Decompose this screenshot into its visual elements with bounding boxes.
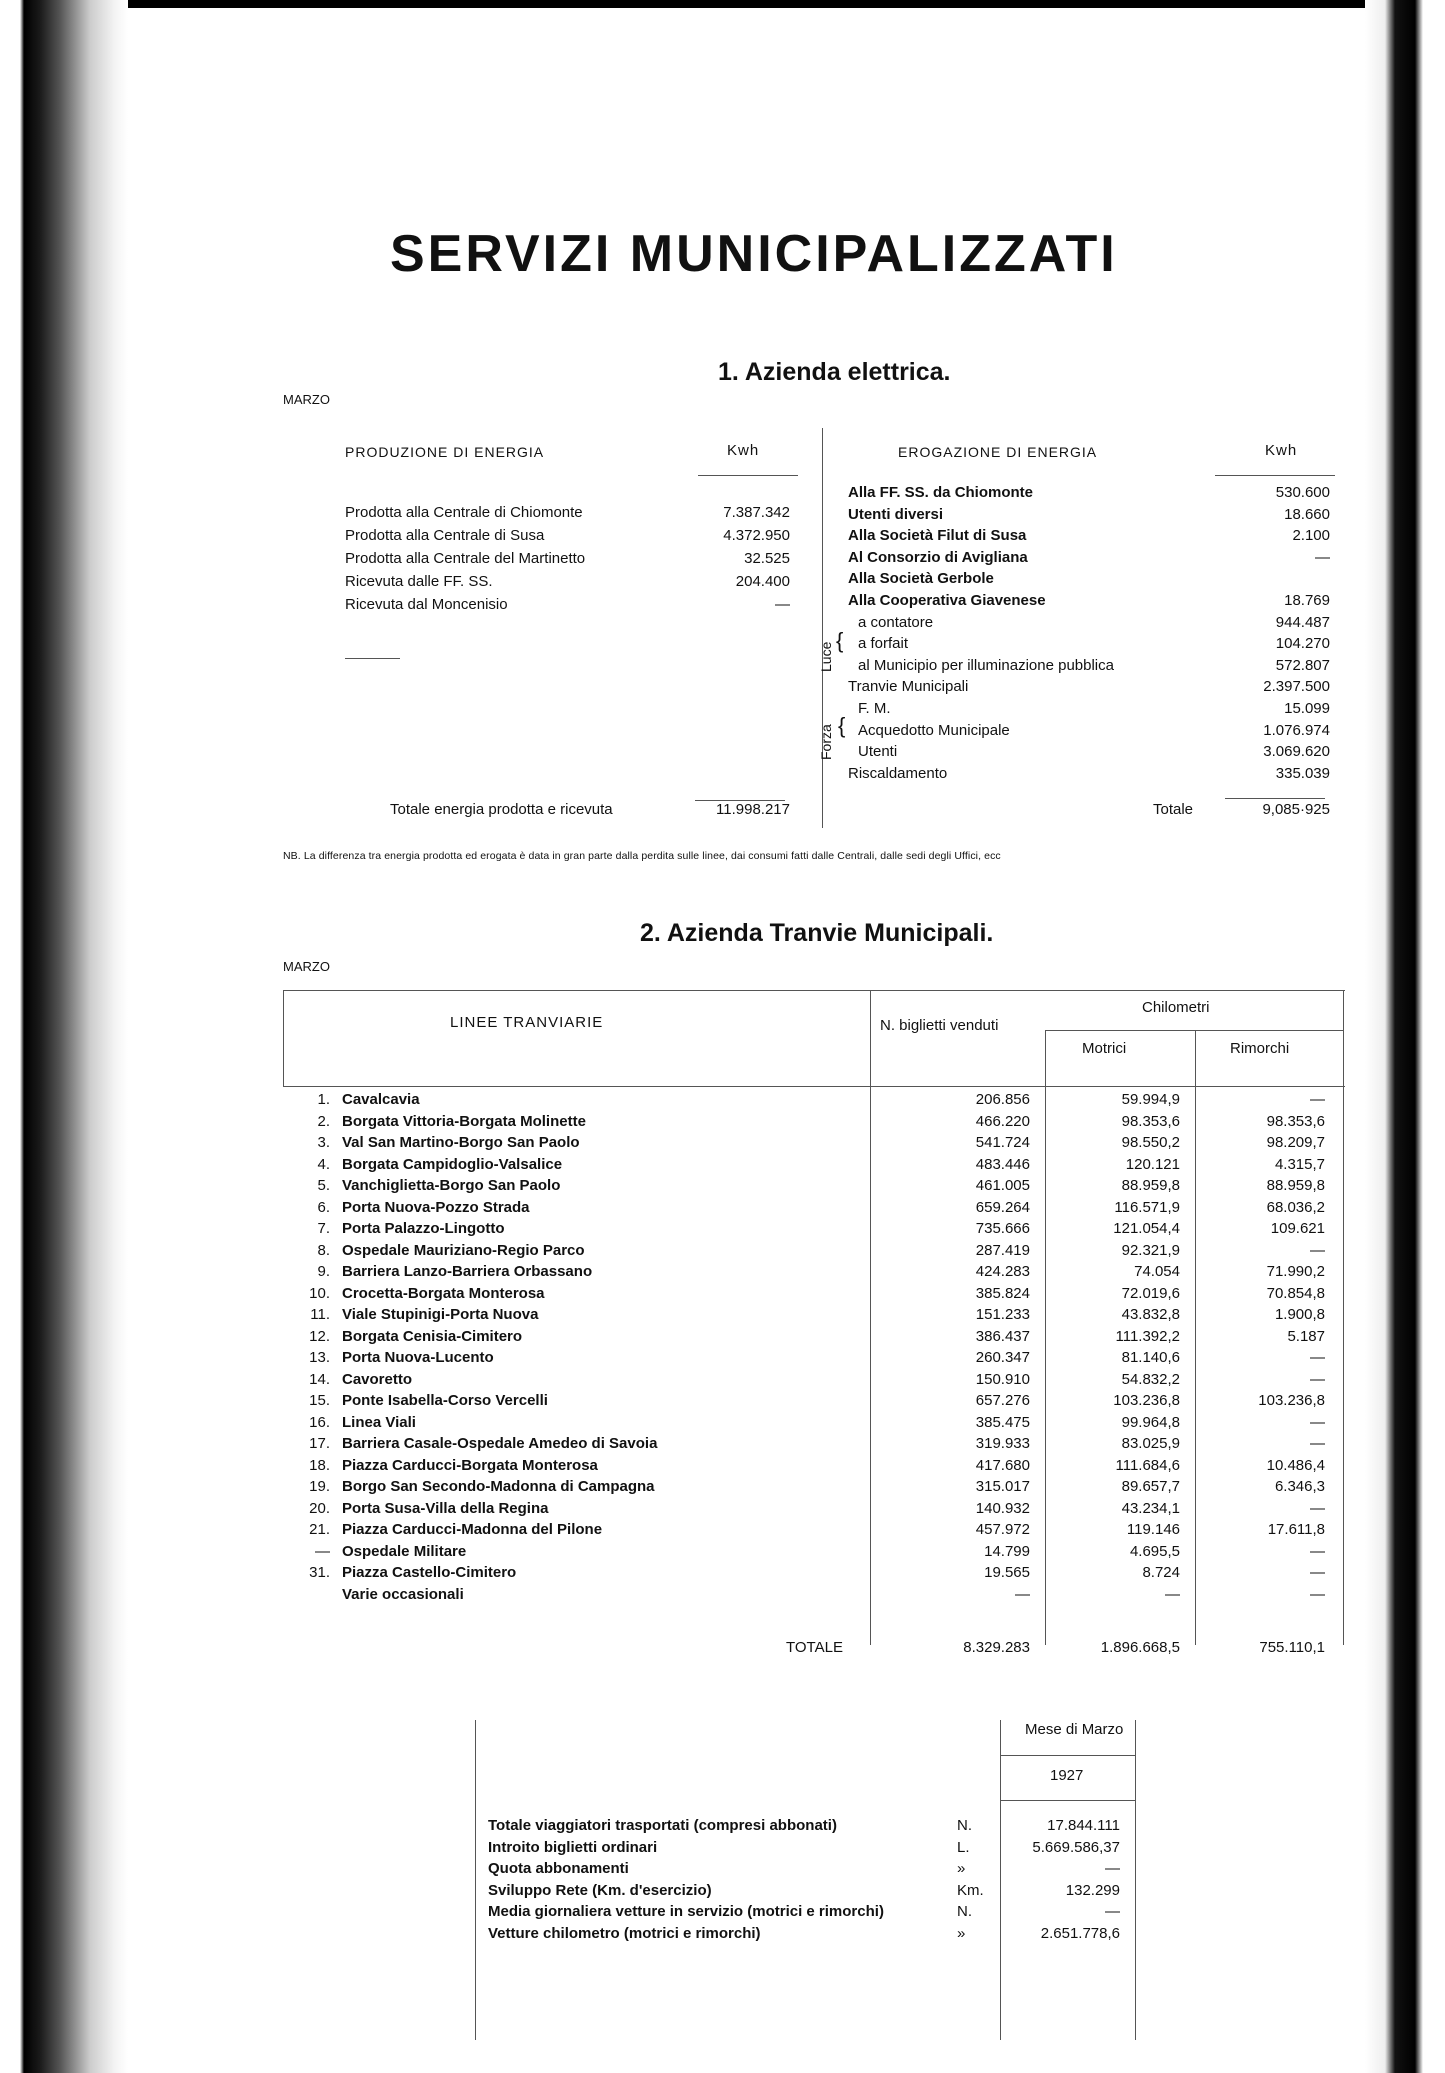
tram-row-tickets: 260.347: [975, 1349, 1030, 1366]
tram-row-motrici: 74.054: [1134, 1263, 1180, 1280]
tram-row-rimorchi: 17.611,8: [1267, 1521, 1325, 1538]
tram-row-motrici: 98.353,6: [1121, 1112, 1180, 1130]
tram-row-name: Piazza Carducci-Madonna del Pilone: [342, 1521, 603, 1538]
tram-row-name: Porta Susa-Villa della Regina: [342, 1499, 549, 1517]
table-rule: [283, 990, 284, 1086]
production-row-value: 32.525: [744, 550, 790, 567]
tram-row-name: Porta Nuova-Lucento: [342, 1349, 494, 1366]
summary-row-label: Introito biglietti ordinari: [488, 1838, 658, 1856]
scan-left-border: [0, 0, 128, 2073]
footnote: NB. La differenza tra energia prodotta ed erogata è data in gran parte dalla perdita sulle linee, dai consumi fatti dalle Centrali, dalle sedi degli Uffici, ecc: [283, 850, 1001, 862]
forza-row-label: Utenti: [858, 743, 898, 761]
distribution-row-value: 18.660: [1284, 505, 1330, 523]
distribution-row-label: Alla Società Filut di Susa: [848, 527, 1027, 545]
tram-row-motrici: 111.392,2: [1115, 1327, 1180, 1345]
month-label: MARZO: [283, 392, 330, 407]
section1-divider: [822, 428, 823, 828]
summary-row-value: 132.299: [1065, 1881, 1120, 1899]
tram-row-name: Val San Martino-Borgo San Paolo: [342, 1134, 580, 1151]
tram-row-number: 31.: [309, 1564, 330, 1581]
tram-row-number: 10.: [309, 1284, 330, 1302]
table-rule: [870, 990, 871, 1645]
tram-row-name: Viale Stupinigi-Porta Nuova: [342, 1306, 539, 1323]
tram-row-rimorchi: —: [1310, 1413, 1325, 1431]
tram-row-motrici: 43.234,1: [1121, 1499, 1180, 1517]
forza-group-label: Forza: [818, 724, 834, 760]
production-header: PRODUZIONE DI ENERGIA: [345, 444, 545, 460]
page-title: SERVIZI MUNICIPALIZZATI: [390, 225, 1118, 283]
tram-row-number: 4.: [317, 1155, 330, 1173]
table-rule: [1000, 1720, 1001, 2040]
tram-row-rimorchi: —: [1310, 1499, 1325, 1517]
tram-row-rimorchi: 103.236,8: [1258, 1392, 1325, 1409]
distribution-row-value: 18.769: [1284, 592, 1330, 609]
luce-row-label: al Municipio per illuminazione pubblica: [858, 656, 1114, 674]
table-rule: [1045, 1030, 1046, 1645]
tram-row-rimorchi: —: [1310, 1241, 1325, 1259]
distribution-unit: Kwh: [1265, 442, 1298, 459]
tram-row-motrici: 116.571,9: [1114, 1198, 1180, 1216]
tram-row-number: 12.: [309, 1327, 330, 1345]
tram-row-rimorchi: 5.187: [1287, 1327, 1325, 1345]
section-title: 1. Azienda elettrica.: [718, 358, 951, 386]
col-header-km: Chilometri: [1142, 999, 1210, 1016]
table-rule: [1045, 1030, 1343, 1031]
tram-row-motrici: 59.994,9: [1121, 1091, 1180, 1108]
tram-row-name: Varie occasionali: [342, 1585, 464, 1603]
summary-row-unit: »: [957, 1860, 966, 1877]
tram-row-number: 16.: [309, 1413, 330, 1431]
tram-row-rimorchi: 71.990,2: [1266, 1263, 1325, 1280]
tram-row-motrici: 103.236,8: [1113, 1392, 1180, 1409]
table-rule: [475, 1720, 476, 2040]
summary-row-unit: Km.: [957, 1881, 984, 1899]
summary-row-label: Sviluppo Rete (Km. d'esercizio): [488, 1881, 712, 1899]
rule: [345, 658, 400, 659]
summary-row-value: 5.669.586,37: [1032, 1838, 1120, 1856]
tram-row-motrici: 43.832,8: [1121, 1306, 1180, 1323]
distribution-row-label: Alla FF. SS. da Chiomonte: [848, 484, 1034, 501]
tram-row-motrici: 99.964,8: [1121, 1413, 1180, 1431]
tram-row-tickets: 483.446: [975, 1155, 1030, 1173]
tram-row-name: Barriera Lanzo-Barriera Orbassano: [342, 1263, 593, 1280]
summary-row-label: Totale viaggiatori trasportati (compresi abbonati): [488, 1817, 837, 1834]
scan-top-border: [0, 0, 1445, 8]
tram-row-rimorchi: 6.346,3: [1274, 1478, 1325, 1495]
distribution-row-label: Riscaldamento: [848, 764, 948, 782]
tram-row-name: Crocetta-Borgata Monterosa: [342, 1284, 545, 1302]
tram-row-tickets: 386.437: [975, 1327, 1030, 1345]
tram-row-name: Piazza Carducci-Borgata Monterosa: [342, 1456, 598, 1474]
tram-row-number: 11.: [310, 1306, 330, 1323]
scan-right-border: [1365, 0, 1445, 2073]
tram-row-number: 17.: [309, 1435, 330, 1452]
rule: [1225, 798, 1325, 799]
tram-row-number: 19.: [309, 1478, 330, 1495]
tram-row-number: 18.: [309, 1456, 330, 1474]
tram-row-motrici: 111.684,6: [1115, 1456, 1180, 1474]
summary-row-value: —: [1105, 1860, 1120, 1877]
tram-row-number: 2.: [317, 1112, 330, 1130]
tram-row-tickets: 140.932: [975, 1499, 1030, 1517]
tram-total-motrici: 1.896.668,5: [1100, 1639, 1180, 1656]
distribution-row-label: Utenti diversi: [848, 505, 944, 523]
tram-row-motrici: —: [1165, 1585, 1180, 1603]
tram-row-rimorchi: 98.353,6: [1266, 1112, 1325, 1130]
tram-row-number: 7.: [317, 1220, 330, 1237]
table-rule: [1000, 1800, 1135, 1801]
tram-row-rimorchi: —: [1310, 1435, 1325, 1452]
distribution-row-value: 530.600: [1275, 484, 1330, 501]
luce-row-label: a forfait: [858, 635, 909, 653]
tram-row-tickets: 150.910: [975, 1370, 1030, 1388]
tram-row-name: Borgata Vittoria-Borgata Molinette: [342, 1112, 586, 1130]
tram-row-motrici: 8.724: [1142, 1564, 1180, 1581]
tram-row-number: 15.: [309, 1392, 330, 1409]
tram-row-motrici: 72.019,6: [1121, 1284, 1180, 1302]
tram-row-rimorchi: 4.315,7: [1274, 1155, 1325, 1173]
tram-row-rimorchi: 109.621: [1270, 1220, 1325, 1237]
distribution-row-label: Alla Cooperativa Giavenese: [848, 592, 1046, 609]
tram-row-rimorchi: —: [1310, 1349, 1325, 1366]
tram-row-number: 13.: [309, 1349, 330, 1366]
tram-row-rimorchi: 1.900,8: [1274, 1306, 1325, 1323]
luce-row-value: 572.807: [1275, 656, 1330, 674]
tram-row-rimorchi: —: [1310, 1091, 1325, 1108]
table-header-rule: [283, 1086, 1345, 1087]
month-label: MARZO: [283, 959, 330, 974]
summary-row-value: 2.651.778,6: [1040, 1924, 1120, 1942]
tram-row-rimorchi: —: [1310, 1585, 1325, 1603]
distribution-header: EROGAZIONE DI ENERGIA: [898, 444, 1098, 460]
summary-row-unit: N.: [957, 1903, 972, 1920]
col-header-motrici: Motrici: [1082, 1040, 1127, 1057]
luce-row-value: 944.487: [1275, 613, 1330, 631]
production-total-label: Totale energia prodotta e ricevuta: [390, 801, 613, 818]
tram-row-number: 14.: [309, 1370, 330, 1388]
tram-row-tickets: 287.419: [975, 1241, 1030, 1259]
tram-row-tickets: 424.283: [975, 1263, 1030, 1280]
section-title: 2. Azienda Tranvie Municipali.: [640, 919, 994, 947]
tram-row-motrici: 81.140,6: [1121, 1349, 1180, 1366]
production-row-label: Prodotta alla Centrale di Susa: [345, 527, 545, 544]
tram-row-number: 5.: [317, 1177, 330, 1194]
tram-row-number: 21.: [309, 1521, 330, 1538]
tram-row-tickets: 657.276: [975, 1392, 1030, 1409]
tram-row-name: Borgo San Secondo-Madonna di Campagna: [342, 1478, 655, 1495]
production-row-label: Prodotta alla Centrale di Chiomonte: [345, 504, 583, 521]
distribution-row-value: 2.100: [1292, 527, 1330, 545]
tram-row-tickets: 14.799: [984, 1542, 1030, 1560]
table-rule: [1195, 1030, 1196, 1645]
luce-row-label: a contatore: [858, 613, 934, 631]
tram-row-rimorchi: 10.486,4: [1266, 1456, 1325, 1474]
distribution-row-value: 335.039: [1275, 764, 1330, 782]
tram-row-name: Cavoretto: [342, 1370, 413, 1388]
production-row-value: 4.372.950: [723, 527, 790, 544]
tram-total-tickets: 8.329.283: [963, 1639, 1030, 1656]
tram-row-name: Linea Viali: [342, 1413, 416, 1431]
tram-total-label: TOTALE: [786, 1639, 843, 1656]
tram-row-name: Piazza Castello-Cimitero: [342, 1564, 517, 1581]
tram-row-name: Vanchiglietta-Borgo San Paolo: [342, 1177, 561, 1194]
tram-row-motrici: 98.550,2: [1121, 1134, 1180, 1151]
forza-row-value: 15.099: [1284, 700, 1330, 717]
tram-row-tickets: 735.666: [975, 1220, 1030, 1237]
production-unit: Kwh: [727, 442, 760, 459]
tram-row-name: Ospedale Mauriziano-Regio Parco: [342, 1241, 585, 1259]
tram-row-name: Ospedale Militare: [342, 1542, 467, 1560]
distribution-row-label: Al Consorzio di Avigliana: [848, 548, 1028, 566]
table-rule: [1343, 990, 1344, 1645]
tram-total-rimorchi: 755.110,1: [1259, 1639, 1325, 1656]
tram-row-motrici: 89.657,7: [1121, 1478, 1180, 1495]
production-row-value: —: [775, 596, 790, 613]
tram-row-motrici: 120.121: [1125, 1155, 1180, 1173]
tram-row-tickets: 319.933: [975, 1435, 1030, 1452]
tram-row-motrici: 121.054,4: [1113, 1220, 1180, 1237]
tram-row-tickets: 385.475: [975, 1413, 1030, 1431]
tram-row-name: Barriera Casale-Ospedale Amedeo di Savoia: [342, 1435, 658, 1452]
tram-row-motrici: 88.959,8: [1121, 1177, 1180, 1194]
production-row-label: Ricevuta dal Moncenisio: [345, 596, 508, 613]
tram-row-rimorchi: 68.036,2: [1266, 1198, 1325, 1216]
distribution-total-label: Totale: [1153, 801, 1194, 818]
tram-row-motrici: 119.146: [1126, 1521, 1180, 1538]
forza-brace: {: [838, 713, 846, 738]
forza-row-label: F. M.: [858, 700, 891, 717]
tram-row-tickets: 385.824: [975, 1284, 1030, 1302]
tram-row-name: Porta Palazzo-Lingotto: [342, 1220, 505, 1237]
tram-row-rimorchi: —: [1310, 1542, 1325, 1560]
distribution-row-label: Alla Società Gerbole: [848, 570, 994, 588]
rule: [698, 475, 798, 476]
table-rule: [1135, 1720, 1136, 2040]
col-header-rimorchi: Rimorchi: [1230, 1040, 1290, 1057]
summary-row-label: Vetture chilometro (motrici e rimorchi): [488, 1924, 761, 1942]
col-header-lines: LINEE TRANVIARIE: [450, 1014, 604, 1031]
col-header-tickets: N. biglietti venduti: [880, 1017, 999, 1034]
production-total-value: 11.998.217: [716, 801, 790, 818]
summary-year: 1927: [1050, 1767, 1084, 1784]
tram-row-rimorchi: —: [1310, 1564, 1325, 1581]
tram-row-motrici: 83.025,9: [1121, 1435, 1180, 1452]
tram-row-rimorchi: 70.854,8: [1266, 1284, 1325, 1302]
tram-row-name: Borgata Campidoglio-Valsalice: [342, 1155, 563, 1173]
tram-row-name: Porta Nuova-Pozzo Strada: [342, 1198, 530, 1216]
summary-row-label: Media giornaliera vetture in servizio (motrici e rimorchi): [488, 1903, 884, 1920]
tram-row-tickets: 541.724: [975, 1134, 1030, 1151]
luce-group-label: Luce: [818, 641, 834, 672]
summary-row-unit: N.: [957, 1817, 972, 1834]
tram-row-tickets: 206.856: [975, 1091, 1030, 1108]
tram-row-name: Ponte Isabella-Corso Vercelli: [342, 1392, 548, 1409]
tram-row-name: Cavalcavia: [342, 1091, 420, 1108]
forza-row-label: Acquedotto Municipale: [858, 721, 1010, 739]
tram-row-number: 20.: [309, 1499, 330, 1517]
production-row-value: 7.387.342: [723, 504, 790, 521]
forza-row-value: 1.076.974: [1263, 721, 1330, 739]
tram-row-number: 9.: [317, 1263, 330, 1280]
rule: [1215, 475, 1335, 476]
tram-row-motrici: 54.832,2: [1121, 1370, 1180, 1388]
table-top-rule: [283, 990, 1345, 991]
tram-row-tickets: 315.017: [975, 1478, 1030, 1495]
tram-row-tickets: 457.972: [975, 1521, 1030, 1538]
tram-row-number: —: [315, 1542, 330, 1560]
production-row-value: 204.400: [735, 573, 790, 590]
summary-period-header: Mese di Marzo: [1025, 1721, 1124, 1738]
production-row-label: Prodotta alla Centrale del Martinetto: [345, 550, 586, 567]
tram-row-tickets: 461.005: [975, 1177, 1030, 1194]
summary-row-value: —: [1105, 1903, 1120, 1920]
tram-row-rimorchi: 88.959,8: [1266, 1177, 1325, 1194]
tram-row-number: 3.: [317, 1134, 330, 1151]
table-rule: [1000, 1755, 1135, 1756]
tram-row-tickets: —: [1015, 1585, 1030, 1603]
tram-row-rimorchi: 98.209,7: [1266, 1134, 1325, 1151]
tram-row-tickets: 19.565: [984, 1564, 1030, 1581]
tram-row-motrici: 4.695,5: [1129, 1542, 1180, 1560]
tram-row-number: 8.: [317, 1241, 330, 1259]
tram-row-rimorchi: —: [1310, 1370, 1325, 1388]
tram-row-name: Borgata Cenisia-Cimitero: [342, 1327, 523, 1345]
distribution-row-label: Tranvie Municipali: [848, 678, 969, 696]
distribution-row-value: 2.397.500: [1263, 678, 1330, 696]
summary-row-label: Quota abbonamenti: [488, 1860, 629, 1877]
tram-row-motrici: 92.321,9: [1121, 1241, 1180, 1259]
tram-row-tickets: 417.680: [975, 1456, 1030, 1474]
distribution-total-value: 9,085·925: [1262, 801, 1330, 818]
tram-row-tickets: 466.220: [975, 1112, 1030, 1130]
forza-row-value: 3.069.620: [1263, 743, 1330, 761]
tram-row-tickets: 659.264: [975, 1198, 1030, 1216]
luce-brace: {: [836, 628, 844, 653]
summary-row-unit: »: [957, 1924, 966, 1942]
summary-row-unit: L.: [957, 1838, 970, 1856]
tram-row-tickets: 151.233: [975, 1306, 1030, 1323]
summary-row-value: 17.844.111: [1047, 1817, 1120, 1834]
tram-row-number: 6.: [317, 1198, 330, 1216]
tram-row-number: 1.: [317, 1091, 330, 1108]
luce-row-value: 104.270: [1275, 635, 1330, 653]
production-row-label: Ricevuta dalle FF. SS.: [345, 573, 493, 590]
distribution-row-value: —: [1315, 548, 1330, 566]
